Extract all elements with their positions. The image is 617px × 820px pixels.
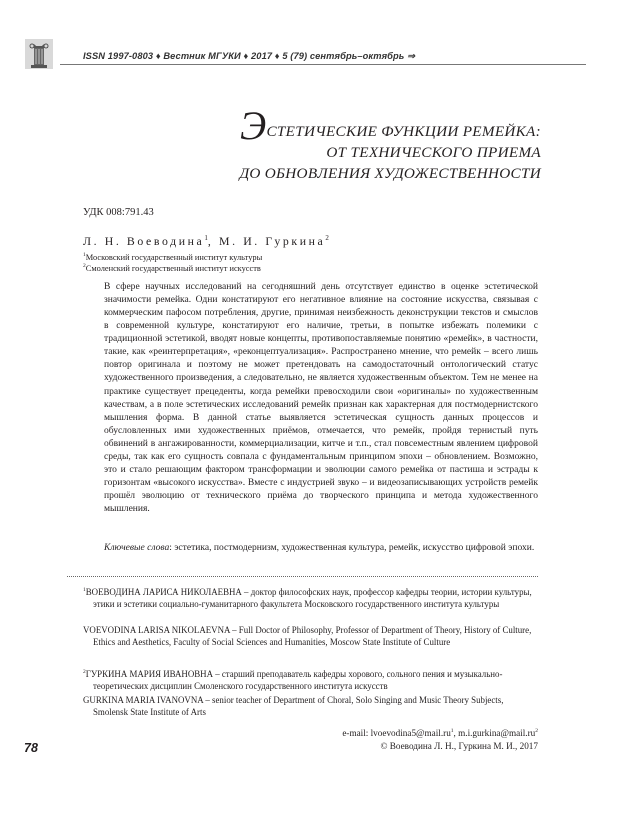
title-line-1 (239, 103, 541, 148)
author-separator: , (207, 234, 219, 248)
author-1-sup: 1 (204, 234, 208, 243)
bio-gurkina-ru (83, 666, 538, 693)
article-title (239, 103, 541, 184)
email-line (342, 728, 538, 738)
title-drop-cap: Э (239, 103, 267, 148)
affiliation-2-sup: 2 (83, 263, 86, 269)
bio-1-sup: 1 (83, 587, 86, 593)
author-2: М. И. Гуркина (219, 234, 326, 248)
bio-voevodina-ru (83, 584, 538, 611)
bio-3-text: ГУРКИНА МАРИЯ ИВАНОВНА – старший преподаватель кафедры хорового, сольного пения и музыкально-теоретических дисциплин Смоленского государственного института искусств (85, 668, 503, 692)
keywords-text: : эстетика, постмодернизм, художественная культура, ремейк, искусство цифровой эпохи. (169, 542, 535, 553)
header-rule (60, 64, 586, 65)
bio-4-text: GURKINA MARIA IVANOVNA – senior teacher of Department of Choral, Solo Singing and Music Theory Subjects, Smolensk State Institute of Arts (83, 695, 504, 718)
affiliation-1 (83, 252, 262, 262)
email-2-sup: 2 (535, 728, 538, 734)
affiliation-1-text: Московский государственный институт культуры (85, 252, 263, 262)
author-1: Л. Н. Воеводина (83, 234, 205, 248)
author-2-sup: 2 (325, 234, 329, 243)
title-line-1-text: СТЕТИЧЕСКИЕ ФУНКЦИИ РЕМЕЙКА: (266, 123, 541, 140)
keywords-label: Ключевые слова (104, 542, 170, 553)
keywords (104, 541, 538, 554)
udk-code: УДК 008:791.43 (83, 207, 154, 218)
column-logo-icon (24, 38, 54, 70)
affiliation-1-sup: 1 (83, 252, 86, 258)
email-1: e-mail: lvoevodina5@mail.ru (342, 728, 451, 739)
bio-3-sup: 2 (83, 669, 86, 675)
copyright: © Воеводина Л. Н., Гуркина М. И., 2017 (380, 741, 538, 751)
title-line-2: ОТ ТЕХНИЧЕСКОГО ПРИЕМА (326, 144, 541, 161)
title-line-3: ДО ОБНОВЛЕНИЯ ХУДОЖЕСТВЕННОСТИ (239, 165, 541, 182)
affiliation-2 (83, 263, 261, 273)
authors-line (83, 234, 329, 249)
bio-1-text: ВОЕВОДИНА ЛАРИСА НИКОЛАЕВНА – доктор философских наук, профессор кафедры теории, истории культуры, этики и эстетики социально-гуманитарного факультета Московского государственного института культуры (85, 586, 532, 610)
bio-gurkina-en (83, 694, 538, 719)
email-2: , m.i.gurkina@mail.ru (453, 728, 536, 739)
bio-voevodina-en (83, 624, 538, 649)
page-number: 78 (24, 741, 38, 755)
journal-header: ISSN 1997-0803 ♦ Вестник МГУКИ ♦ 2017 ♦ 5 (79) сентябрь–октябрь ⇒ (83, 51, 415, 61)
dotted-separator (67, 576, 538, 577)
abstract: В сфере научных исследований на сегодняшний день отсутствует единство в оценке эстетической значимости ремейка. Одни констатируют его негативное влияние на состояние искусства, связывая с коммерческим пафосом потребления, другие, принимая неизбежность деконструкции текстов и смыслов в современной культуре, констатируют его наличие, третьи, в попытке избежать полемики с традиционной эстетикой, вводят новые концепты, противопоставляемые понятию «ремейк», в частности, такие, как «реинтерпретация», «реконцептуализация». Распространено мнение, что ремейк – всего лишь повтор оригинала и поэтому не может претендовать на самодостаточный онтологический статус художественного произведения, а следовательно, не является художественным объектом. Тем не менее на практике существует прецеденты, когда ремейки превосходили свои «оригиналы» по художественным качествам, а в поле эстетических исследований ремейк признан как характерная для постмодернистского мышления форма. В данной статье выявляется эстетическая сущность данных процессов и обусловленных ими художественных приёмов, отмечается, что ремейк, пройдя тернистый путь обвинений в ангажированности, коммерциализации, китче и т.п., стал повсеместным явлением цифровой среды, так как его сущность совпала с фундаментальным принципом эпохи – обновлением. Возможно, это и стало решающим фактором трансформации и эволюции самого ремейка от пастиша и эстрады к горизонтам «высокого искусства». Вместе с индустрией звуко – и видеозаписывающих устройств ремейк прошёл эволюцию от технического приёма до творческого принципа и метода художественного мышления. (104, 281, 538, 515)
email-1-sup: 1 (450, 728, 454, 734)
affiliation-2-text: Смоленский государственный институт искусств (85, 263, 261, 273)
bio-2-text: VOEVODINA LARISA NIKOLAEVNA – Full Doctor of Philosophy, Professor of Department of Theory, History of Culture, Ethics and Aesthetics, Faculty of Social Sciences and Humanities, Moscow State Institute of Culture (83, 625, 532, 648)
